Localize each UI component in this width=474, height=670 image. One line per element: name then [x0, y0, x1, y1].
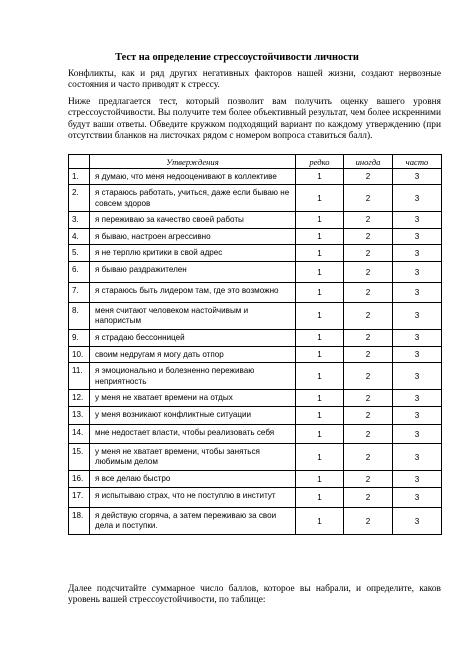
- statement-text: я стараюсь быть лидером там, где это возможно: [90, 283, 296, 303]
- score-often[interactable]: 3: [393, 228, 442, 244]
- score-sometimes[interactable]: 2: [344, 303, 393, 330]
- score-rarely[interactable]: 1: [296, 329, 344, 346]
- table-row: [69, 185, 442, 212]
- intro-paragraph: Конфликты, как и ряд других негативных факторов нашей жизни, создают нервозные состояния и часто приводят к стрессу.: [68, 69, 441, 91]
- score-often[interactable]: 3: [393, 262, 442, 283]
- score-sometimes[interactable]: 2: [344, 363, 393, 390]
- question-number: 17.: [69, 488, 90, 508]
- header-rarely: редко: [296, 155, 344, 169]
- table-body: [69, 169, 442, 535]
- score-sometimes[interactable]: 2: [344, 407, 393, 425]
- score-sometimes[interactable]: 2: [344, 390, 393, 407]
- score-rarely[interactable]: 1: [296, 471, 344, 488]
- score-sometimes[interactable]: 2: [344, 471, 393, 488]
- table-row: [69, 283, 442, 303]
- score-often[interactable]: 3: [393, 346, 442, 362]
- questionnaire-table: [68, 154, 442, 535]
- score-rarely[interactable]: 1: [296, 185, 344, 212]
- statement-text: я все делаю быстро: [90, 471, 296, 488]
- question-number: 11.: [69, 363, 90, 390]
- table-row: [69, 471, 442, 488]
- score-sometimes[interactable]: 2: [344, 346, 393, 362]
- question-number: 18.: [69, 508, 90, 535]
- header-statements: Утверждения: [90, 155, 296, 169]
- score-rarely[interactable]: 1: [296, 407, 344, 425]
- score-often[interactable]: 3: [393, 488, 442, 508]
- table-row: [69, 262, 442, 283]
- table-row: [69, 169, 442, 185]
- score-rarely[interactable]: 1: [296, 212, 344, 228]
- score-rarely[interactable]: 1: [296, 488, 344, 508]
- table-row: [69, 390, 442, 407]
- score-often[interactable]: 3: [393, 212, 442, 228]
- score-often[interactable]: 3: [393, 185, 442, 212]
- score-often[interactable]: 3: [393, 390, 442, 407]
- question-number: 8.: [69, 303, 90, 330]
- statement-text: я эмоционально и болезненно переживаю неприятность: [90, 363, 296, 390]
- footer-paragraph: Далее подсчитайте суммарное число баллов, которое вы набрали, и определите, каков уровень вашей стрессоустойчивости, по таблице:: [68, 584, 441, 606]
- score-rarely[interactable]: 1: [296, 508, 344, 535]
- score-sometimes[interactable]: 2: [344, 508, 393, 535]
- statement-text: у меня возникают конфликтные ситуации: [90, 407, 296, 425]
- score-sometimes[interactable]: 2: [344, 283, 393, 303]
- score-often[interactable]: 3: [393, 363, 442, 390]
- statement-text: я бываю, настроен агрессивно: [90, 228, 296, 244]
- score-often[interactable]: 3: [393, 245, 442, 262]
- question-number: 16.: [69, 471, 90, 488]
- score-rarely[interactable]: 1: [296, 363, 344, 390]
- score-often[interactable]: 3: [393, 444, 442, 471]
- question-number: 12.: [69, 390, 90, 407]
- score-sometimes[interactable]: 2: [344, 212, 393, 228]
- table-row: [69, 444, 442, 471]
- score-rarely[interactable]: 1: [296, 283, 344, 303]
- score-often[interactable]: 3: [393, 329, 442, 346]
- statement-text: я страдаю бессонницей: [90, 329, 296, 346]
- statement-text: я испытываю страх, что не поступлю в институт: [90, 488, 296, 508]
- question-number: 6.: [69, 262, 90, 283]
- question-number: 13.: [69, 407, 90, 425]
- score-rarely[interactable]: 1: [296, 390, 344, 407]
- statement-text: своим недругам я могу дать отпор: [90, 346, 296, 362]
- statement-text: я действую сгоряча, а затем переживаю за свои дела и поступки.: [90, 508, 296, 535]
- statement-text: у меня не хватает времени, чтобы заняться любимым делом: [90, 444, 296, 471]
- table-row: [69, 488, 442, 508]
- document-title: Тест на определение стрессоустойчивости личности: [115, 52, 359, 63]
- statement-text: я не терплю критики в свой адрес: [90, 245, 296, 262]
- header-number: [69, 155, 90, 169]
- question-number: 9.: [69, 329, 90, 346]
- score-often[interactable]: 3: [393, 425, 442, 444]
- statement-text: мне недостает власти, чтобы реализовать себя: [90, 425, 296, 444]
- table-header-row: [69, 155, 442, 169]
- table-row: [69, 329, 442, 346]
- table-row: [69, 407, 442, 425]
- header-sometimes: иногда: [344, 155, 393, 169]
- score-rarely[interactable]: 1: [296, 228, 344, 244]
- question-number: 3.: [69, 212, 90, 228]
- score-sometimes[interactable]: 2: [344, 425, 393, 444]
- score-often[interactable]: 3: [393, 283, 442, 303]
- score-sometimes[interactable]: 2: [344, 185, 393, 212]
- score-rarely[interactable]: 1: [296, 262, 344, 283]
- question-number: 4.: [69, 228, 90, 244]
- score-rarely[interactable]: 1: [296, 303, 344, 330]
- statement-text: я бываю раздражителен: [90, 262, 296, 283]
- question-number: 1.: [69, 169, 90, 185]
- statement-text: я думаю, что меня недооценивают в коллективе: [90, 169, 296, 185]
- score-sometimes[interactable]: 2: [344, 262, 393, 283]
- question-number: 5.: [69, 245, 90, 262]
- score-often[interactable]: 3: [393, 508, 442, 535]
- table-row: [69, 228, 442, 244]
- score-often[interactable]: 3: [393, 471, 442, 488]
- score-often[interactable]: 3: [393, 407, 442, 425]
- statement-text: я переживаю за качество своей работы: [90, 212, 296, 228]
- question-number: 7.: [69, 283, 90, 303]
- score-sometimes[interactable]: 2: [344, 444, 393, 471]
- score-rarely[interactable]: 1: [296, 169, 344, 185]
- score-rarely[interactable]: 1: [296, 346, 344, 362]
- score-rarely[interactable]: 1: [296, 444, 344, 471]
- instructions-paragraph: Ниже предлагается тест, который позволит вам получить оценку вашего уровня стрессоустойчивости. Вы получите тем более объективный результат, чем более искренними будут ваши ответы. Обведите кружком подходящий вариант по каждому утверждению (при отсутствии бланков на листочках рядом с номером вопроса ставиться балл).: [68, 97, 441, 142]
- statement-text: я стараюсь работать, учиться, даже если бываю не совсем здоров: [90, 185, 296, 212]
- table-row: [69, 508, 442, 535]
- table-row: [69, 425, 442, 444]
- score-rarely[interactable]: 1: [296, 245, 344, 262]
- table-row: [69, 245, 442, 262]
- table-row: [69, 346, 442, 362]
- statement-text: меня считают человеком настойчивым и напористым: [90, 303, 296, 330]
- score-sometimes[interactable]: 2: [344, 169, 393, 185]
- question-number: 2.: [69, 185, 90, 212]
- score-rarely[interactable]: 1: [296, 425, 344, 444]
- score-often[interactable]: 3: [393, 169, 442, 185]
- header-often: часто: [393, 155, 442, 169]
- table-row: [69, 212, 442, 228]
- score-often[interactable]: 3: [393, 303, 442, 330]
- table-row: [69, 363, 442, 390]
- table-row: [69, 303, 442, 330]
- score-sometimes[interactable]: 2: [344, 245, 393, 262]
- question-number: 14.: [69, 425, 90, 444]
- score-sometimes[interactable]: 2: [344, 228, 393, 244]
- score-sometimes[interactable]: 2: [344, 488, 393, 508]
- question-number: 15.: [69, 444, 90, 471]
- statement-text: у меня не хватает времени на отдых: [90, 390, 296, 407]
- score-sometimes[interactable]: 2: [344, 329, 393, 346]
- question-number: 10.: [69, 346, 90, 362]
